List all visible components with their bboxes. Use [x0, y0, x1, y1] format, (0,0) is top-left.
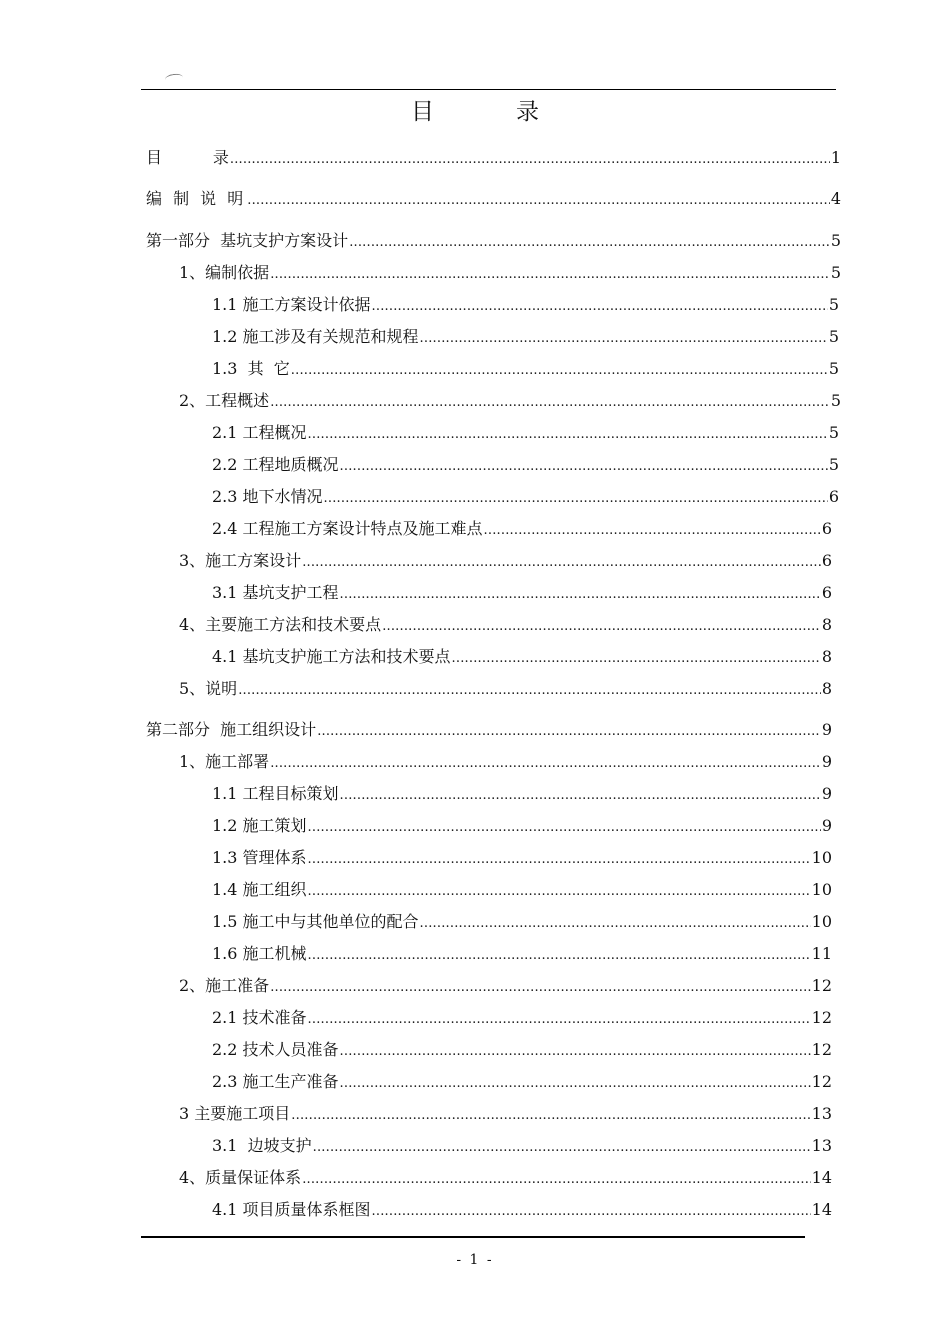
title-char-1: 目 [411, 99, 434, 125]
toc-leader-dots [372, 1200, 811, 1222]
toc-leader-dots [230, 148, 830, 170]
toc-entry-label: 3、施工方案设计 [179, 551, 302, 570]
title-char-2: 录 [516, 99, 539, 125]
toc-leader-dots [270, 391, 830, 413]
toc-entry-page: 12 [811, 1040, 832, 1059]
toc-entry-label: 2、工程概述 [179, 391, 270, 410]
toc-entry[interactable] [179, 752, 832, 772]
toc-leader-dots [484, 519, 821, 541]
toc-entry-page: 14 [811, 1200, 832, 1219]
toc-leader-dots [270, 976, 810, 998]
toc-entry[interactable] [212, 880, 832, 900]
footer-rule [141, 1236, 805, 1238]
toc-entry-page: 10 [811, 848, 832, 867]
page-number: - 1 - [456, 1252, 494, 1268]
header-rule [141, 89, 836, 90]
toc-entry[interactable] [212, 295, 839, 315]
toc-leader-dots [270, 752, 821, 774]
toc-entry[interactable] [146, 231, 841, 251]
header-logo-mark [164, 73, 183, 84]
toc-entry-label: 3.1 基坑支护工程 [212, 583, 339, 602]
toc-entry[interactable] [179, 551, 832, 571]
toc-entry-page: 10 [811, 912, 832, 931]
toc-entry-label: 4.1 基坑支护施工方法和技术要点 [212, 647, 451, 666]
toc-entry-page: 8 [821, 615, 832, 634]
toc-entry[interactable] [212, 848, 832, 868]
toc-entry[interactable] [212, 1072, 832, 1092]
toc-entry-page: 6 [821, 583, 832, 602]
toc-leader-dots [308, 944, 811, 966]
toc-entry[interactable] [179, 679, 832, 699]
toc-entry[interactable] [212, 327, 839, 347]
toc-entry-page: 5 [828, 327, 839, 346]
toc-leader-dots [340, 1072, 811, 1094]
toc-leader-dots [308, 816, 821, 838]
toc-leader-dots [324, 487, 828, 509]
toc-leader-dots [308, 880, 811, 902]
toc-entry-page: 12 [811, 1008, 832, 1027]
toc-entry-page: 9 [821, 816, 832, 835]
toc-entry-label: 1.6 施工机械 [212, 944, 307, 963]
toc-leader-dots [420, 327, 828, 349]
toc-entry[interactable] [212, 487, 839, 507]
toc-leader-dots [340, 784, 821, 806]
toc-entry-page: 5 [830, 263, 841, 282]
toc-entry[interactable] [212, 423, 839, 443]
toc-entry-label: 1.2 施工涉及有关规范和规程 [212, 327, 419, 346]
toc-entry[interactable] [146, 720, 832, 740]
toc-leader-dots [340, 455, 828, 477]
toc-leader-dots [420, 912, 811, 934]
toc-entry-page: 11 [811, 944, 832, 963]
toc-leader-dots [291, 1104, 810, 1126]
toc-entry[interactable] [179, 976, 832, 996]
toc-leader-dots [382, 615, 821, 637]
toc-entry[interactable] [212, 1040, 832, 1060]
toc-entry[interactable] [179, 615, 832, 635]
toc-entry-label: 2.3 地下水情况 [212, 487, 323, 506]
toc-leader-dots [317, 720, 821, 742]
page-title [0, 93, 950, 126]
toc-leader-dots [452, 647, 821, 669]
toc-entry[interactable] [212, 912, 832, 932]
toc-entry-page: 8 [821, 647, 832, 666]
toc-entry-page: 9 [821, 784, 832, 803]
toc-entry[interactable] [146, 148, 841, 168]
toc-entry-label: 1.4 施工组织 [212, 880, 307, 899]
toc-entry-page: 13 [811, 1136, 832, 1155]
toc-entry-label: 4、质量保证体系 [179, 1168, 302, 1187]
toc-entry[interactable] [212, 784, 832, 804]
toc-entry-page: 5 [830, 231, 841, 250]
toc-entry-label: 2.3 施工生产准备 [212, 1072, 339, 1091]
toc-entry-label: 1.1 施工方案设计依据 [212, 295, 371, 314]
toc-entry[interactable] [212, 647, 832, 667]
toc-entry-label: 编 制 说 明 [146, 189, 247, 208]
toc-entry[interactable] [212, 1136, 832, 1156]
toc-entry[interactable] [212, 455, 839, 475]
toc-entry-page: 12 [811, 1072, 832, 1091]
toc-leader-dots [247, 189, 830, 211]
toc-leader-dots [340, 583, 821, 605]
toc-entry-label: 3.1 边坡支护 [212, 1136, 312, 1155]
toc-entry-label: 2.1 工程概况 [212, 423, 307, 442]
toc-entry-label: 1.1 工程目标策划 [212, 784, 339, 803]
toc-entry-page: 5 [828, 423, 839, 442]
toc-entry-label: 2.2 工程地质概况 [212, 455, 339, 474]
toc-entry[interactable] [179, 263, 841, 283]
toc-leader-dots [349, 231, 830, 253]
toc-entry-label: 第一部分 基坑支护方案设计 [146, 231, 349, 250]
toc-entry[interactable] [212, 583, 832, 603]
toc-entry-label: 1.3 管理体系 [212, 848, 307, 867]
toc-entry-page: 4 [830, 189, 841, 208]
toc-leader-dots [270, 263, 830, 285]
toc-leader-dots [308, 423, 828, 445]
toc-entry-page: 6 [828, 487, 839, 506]
toc-entry-label: 第二部分 施工组织设计 [146, 720, 317, 739]
toc-entry-label: 3 主要施工项目 [179, 1104, 291, 1123]
toc-leader-dots [302, 551, 821, 573]
toc-leader-dots [308, 1008, 811, 1030]
toc-entry[interactable] [212, 1008, 832, 1028]
toc-entry-page: 5 [828, 295, 839, 314]
toc-entry[interactable] [179, 1104, 832, 1124]
toc-entry-label: 5、说明 [179, 679, 238, 698]
toc-entry-page: 9 [821, 720, 832, 739]
toc-entry-label: 1、施工部署 [179, 752, 270, 771]
toc-leader-dots [340, 1040, 811, 1062]
toc-entry-page: 8 [821, 679, 832, 698]
toc-entry-label: 2.1 技术准备 [212, 1008, 307, 1027]
toc-entry-page: 5 [828, 455, 839, 474]
toc-entry[interactable] [179, 391, 841, 411]
toc-entry[interactable] [212, 359, 839, 379]
toc-leader-dots [372, 295, 828, 317]
toc-entry-label: 1.2 施工策划 [212, 816, 307, 835]
toc-entry-page: 1 [830, 148, 841, 167]
toc-entry[interactable] [146, 189, 841, 209]
toc-entry-label: 1、编制依据 [179, 263, 270, 282]
toc-leader-dots [238, 679, 821, 701]
toc-entry-label: 2.2 技术人员准备 [212, 1040, 339, 1059]
toc-entry-page: 5 [830, 391, 841, 410]
toc-entry-label: 2、施工准备 [179, 976, 270, 995]
toc-entry[interactable] [212, 944, 832, 964]
toc-entry-page: 13 [811, 1104, 832, 1123]
toc-entry[interactable] [179, 1168, 832, 1188]
toc-entry-page: 5 [828, 359, 839, 378]
toc-entry[interactable] [212, 816, 832, 836]
toc-entry[interactable] [212, 519, 832, 539]
toc-leader-dots [291, 359, 828, 381]
toc-entry-label: 4、主要施工方法和技术要点 [179, 615, 382, 634]
toc-entry-page: 10 [811, 880, 832, 899]
toc-entry-page: 6 [821, 551, 832, 570]
toc-leader-dots [308, 848, 811, 870]
toc-entry-label: 4.1 项目质量体系框图 [212, 1200, 371, 1219]
toc-entry-label: 1.3 其 它 [212, 359, 290, 378]
toc-entry[interactable] [212, 1200, 832, 1220]
toc-entry-label: 目 录 [146, 148, 229, 167]
toc-entry-page: 6 [821, 519, 832, 538]
toc-entry-page: 14 [811, 1168, 832, 1187]
toc-leader-dots [313, 1136, 811, 1158]
toc-entry-label: 2.4 工程施工方案设计特点及施工难点 [212, 519, 483, 538]
toc-entry-page: 12 [811, 976, 832, 995]
toc-leader-dots [302, 1168, 810, 1190]
toc-entry-label: 1.5 施工中与其他单位的配合 [212, 912, 419, 931]
toc-entry-page: 9 [821, 752, 832, 771]
